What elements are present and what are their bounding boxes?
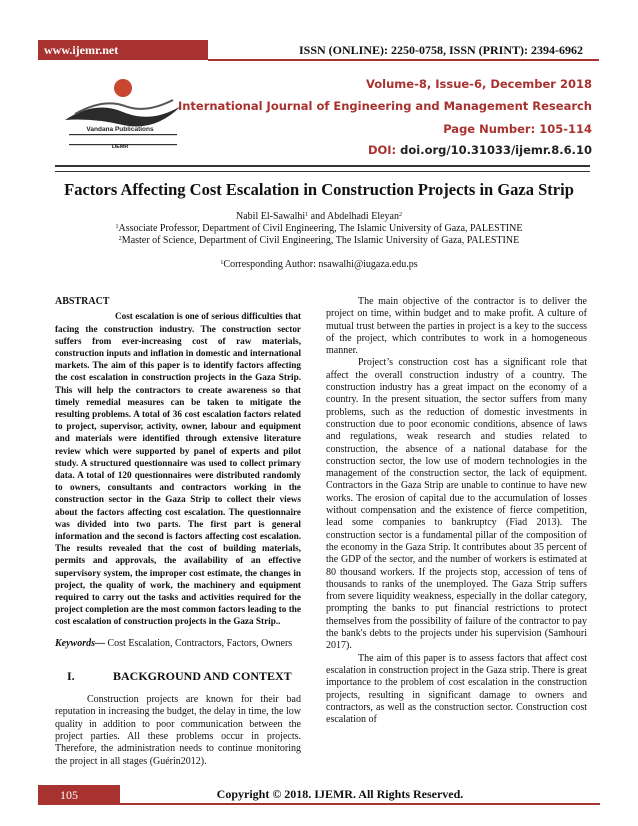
corresponding-sup: 1 — [220, 260, 224, 266]
affiliation-2-sup: 2 — [118, 236, 122, 242]
paragraph-2: Project’s construction cost has a significant role that affect the overall construction industry of a country. The construction industry has a great impact on the economy of a country. In the present situation, the sector suffers from many problems, such as the reduction of domestic investments in construction due to poor economic conditions, absence of laws and regulations, weak research and studies related to construction, the absence of a national database for the construction sector, the low use of modern technologies in the management of the construction sector, the lack of equipment. Contractors in the Gaza Strip are unable to continue to have new works. The erosion of capital due to the accumulation of losses without compensation and the existence of fierce competition, lead some companies to bankruptcy (Fiad 2013). The construction sector is a fundamental pillar of the composition of the economy in the Gaza Strip. It contributes about 35 percent of the GDP of the sector, and the number of workers is estimated at 80 thousand workers. If the projects stop, accession of tens of thousands to ranks of the unemployed. The Gaza Strip suffers from severe liquidity weakness, especially in the dollar category, prompting the banks to put financial restrictions to protect themselves from the possibility of failure of the contractor to pay the bank's debts to the projects under his supervision (Samhouri 2017). — [326, 357, 587, 652]
section-body: Construction projects are known for their bad reputation in increasing the budget, the delay in time, the low quality in addition to poor communication between the project parties. All these problems occur in projects. Therefore, the administration needs to continue monitoring the project in all stages (Guérin2012). — [55, 694, 301, 767]
issn-label: ISSN (ONLINE): 2250-0758, ISSN (PRINT): 2394-6962 — [298, 43, 583, 57]
affiliation-2-text: Master of Science, Department of Civil Engineering, The Islamic University of Gaza, PALESTINE — [121, 235, 520, 246]
header-rule — [208, 59, 599, 61]
section-title: BACKGROUND AND CONTEXT — [113, 668, 292, 683]
author-line — [38, 211, 600, 222]
section-heading — [55, 670, 301, 682]
abstract-body: Cost escalation is one of serious difficulties that facing the construction industry. The construction sector suffers from ever-increasing cost of raw materials, construction inputs and inflation in domestic and international markets. The aim of this paper is to identify factors affecting the cost escalation in construction projects in the Gaza Strip. This will help the contractors to create awareness so that timely remedial measures can be taken to mitigate the resulting problems. A total of 36 cost escalation factors related to project, supervisor, activity, owner, labour and equipment and materials were identified through extensive literature review which were supported by panel of experts and pilot study. A structured questionnaire was used to collect primary data. A total of 120 questionnaires were distributed randomly to owners, consultants and contractors working in the construction sector in the Gaza Strip to collect their views about the factors affecting cost escalation. The questionnaire was divided into two parts. The first part is general information and the second is factors affecting cost escalation. The results revealed that the cost of building materials, permits and approvals, the availability of an effective supervisory system, the improper cost estimate, the changes in project, the quality of work, the machinery and equipment required to carry out the tasks and activities required for the project completion are the most common factors leading to the cost escalation of construction projects in the Gaza Strip.. — [55, 311, 301, 627]
header-divider — [55, 165, 590, 167]
page-range: Page Number: 105-114 — [443, 122, 592, 136]
author-1-sup: 1 — [305, 212, 309, 218]
affiliation-1-sup: 1 — [115, 224, 119, 230]
corresponding-author — [38, 259, 600, 270]
journal-name: International Journal of Engineering and Management Research — [177, 99, 592, 113]
author-2-sup: 2 — [398, 212, 402, 218]
publisher-name: Vandana Publications — [86, 126, 154, 133]
abstract-heading: ABSTRACT — [55, 296, 110, 307]
paragraph-3: The aim of this paper is to assess factors that affect cost escalation in construction project in the Gaza strip. There is great importance to the problem of cost escalation in the construction projects, resulting in significant damage to owners and contractors, as well as the construction sector. Construction cost escalation of — [326, 652, 587, 726]
page-number: 105 — [38, 785, 120, 805]
affiliation-1-text: Associate Professor, Department of Civil Engineering, The Islamic University of Gaza, PALESTINE — [118, 223, 523, 234]
paper-title: Factors Affecting Cost Escalation in Construction Projects in Gaza Strip — [64, 180, 574, 199]
keywords — [55, 638, 301, 650]
header-divider-thin — [55, 171, 590, 172]
section-number: I. — [67, 668, 75, 683]
volume-issue: Volume-8, Issue-6, December 2018 — [366, 77, 592, 91]
keywords-text: Cost Escalation, Contractors, Factors, Owners — [105, 637, 293, 649]
copyright-notice: Copyright © 2018. IJEMR. All Rights Reserved. — [216, 787, 464, 801]
right-column — [326, 296, 587, 726]
keywords-label: Keywords— — [55, 637, 105, 649]
journal-abbrev: IJEMR — [111, 144, 129, 150]
corresponding-text[interactable]: Corresponding Author: nsawalhi@iugaza.edu.ps — [223, 259, 418, 270]
left-column — [55, 296, 301, 768]
affiliation-1 — [38, 223, 600, 234]
footer-rule — [120, 803, 600, 805]
author-1: Nabil El-Sawalhi — [236, 211, 306, 222]
top-header-bar — [38, 40, 599, 60]
website-label[interactable]: www.ijemr.net — [38, 40, 208, 60]
doi-link[interactable]: doi.org/10.31033/ijemr.8.6.10 — [400, 143, 592, 157]
doi-label: DOI: — [367, 143, 397, 157]
author-2: and Abdelhadi Eleyan — [308, 211, 399, 222]
paragraph-1: The main objective of the contractor is to deliver the project on time, within budget and to make profit. A culture of mutual trust between the parties in project is a key to the success of the project, which contributes to work in a homogeneous manner. — [326, 296, 587, 357]
affiliation-2 — [38, 235, 600, 246]
doi-line — [368, 143, 592, 157]
